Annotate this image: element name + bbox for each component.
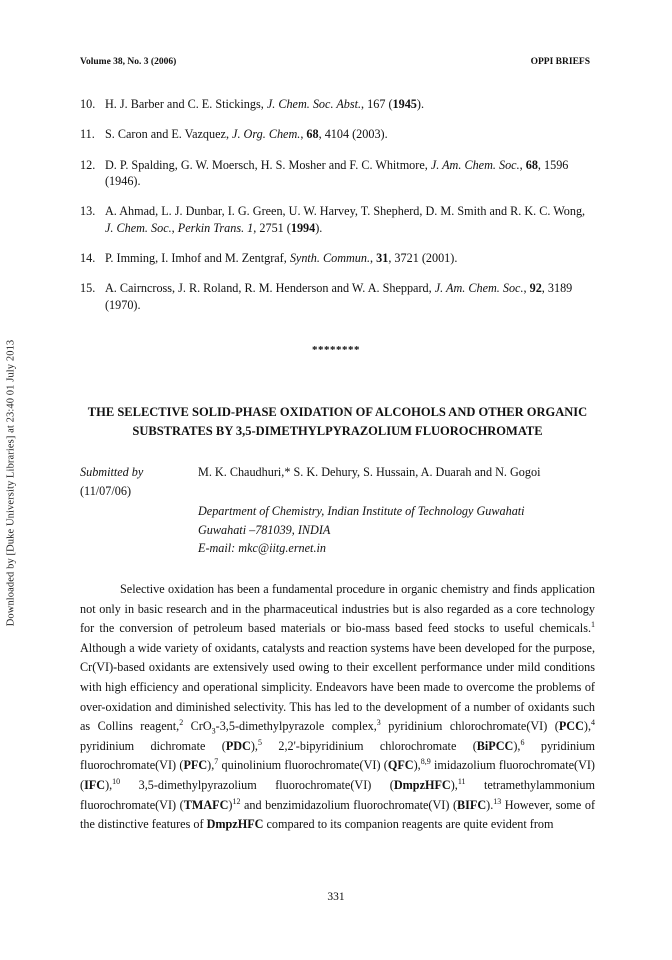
- author-list: M. K. Chaudhuri,* S. K. Dehury, S. Hussain, A. Duarah and N. Gogoi: [198, 465, 541, 479]
- text-run: ): [228, 797, 233, 812]
- text-run: 6: [520, 737, 525, 747]
- submitted-label: Submitted by: [80, 465, 144, 479]
- text-run: BiPCC: [476, 738, 514, 753]
- running-header: [80, 57, 590, 71]
- text-run: J. Org. Chem.: [232, 127, 301, 142]
- text-run: tetramethylammonium fluorochromate(VI) (: [80, 777, 596, 812]
- reference-item: [80, 96, 595, 113]
- reference-item: [80, 157, 595, 190]
- text-run: ),: [413, 758, 421, 773]
- text-run: However, some of the distinctive features of: [80, 797, 596, 832]
- reference-item: [80, 250, 595, 267]
- text-run: 3: [376, 718, 381, 728]
- article-title: THE SELECTIVE SOLID-PHASE OXIDATION OF ALCOHOLS AND OTHER ORGANIC SUBSTRATES BY 3,5-DIMETHYLPYRAZOLIUM FLUOROCHROMATE: [87, 405, 588, 438]
- affiliation-department: Department of Chemistry, Indian Institute of Technology Guwahati: [198, 504, 525, 518]
- reference-number: 10.: [80, 97, 96, 111]
- text-run: ,: [370, 251, 377, 266]
- affiliation: [198, 502, 598, 558]
- text-run: ),: [450, 777, 458, 792]
- text-run: ),: [513, 738, 521, 753]
- text-run: 12: [232, 796, 241, 806]
- text-run: pyridinium chlorochromate(VI) (: [380, 719, 559, 734]
- text-run: ),: [105, 777, 113, 792]
- text-run: and benzimidazolium fluorochromate(VI) (: [240, 797, 458, 812]
- header-volume: Volume 38, No. 3 (2006): [80, 57, 177, 67]
- text-run: 31: [376, 251, 389, 266]
- text-run: J. Chem. Soc., Perkin Trans. 1: [105, 220, 254, 235]
- text-run: 3,5-dimethylpyrazolium fluorochromate(VI) (: [120, 777, 394, 792]
- text-run: 92: [529, 281, 542, 296]
- text-run: 11: [457, 776, 466, 786]
- text-run: 2: [179, 718, 184, 728]
- reference-number: 14.: [80, 251, 96, 266]
- text-run: CrO: [183, 719, 212, 734]
- text-run: Although a wide variety of oxidants, catalysts and reaction systems have been developed for the purpose, Cr(VI)-based oxidants are extensively used owing to their excellent performance under mild conditions with high efficiency and operational simplicity. Endeavors have been made to overcome the problems of over-oxidation and diminished selectivity. This has led to the development of a number of oxidants such as Collins reagent,: [80, 640, 595, 734]
- text-run: Synth. Commun.: [289, 251, 371, 266]
- text-run: A. Ahmad, L. J. Dunbar, I. G. Green, U. W. Harvey, T. Shepherd, D. M. Smith and R. K. C. Wong,: [105, 204, 586, 219]
- text-run: 8,9: [420, 757, 431, 767]
- text-run: ,: [300, 127, 307, 142]
- text-run: ,: [523, 281, 530, 296]
- text-run: imidazolium fluorochromate(VI) (: [80, 758, 595, 792]
- text-run: H. J. Barber and C. E. Stickings,: [105, 97, 267, 111]
- text-run: IFC: [84, 777, 106, 792]
- header-section: OPPI BRIEFS: [530, 57, 590, 67]
- text-run: ),: [583, 719, 591, 734]
- text-run: 1994: [290, 220, 316, 235]
- text-run: 7: [214, 757, 219, 767]
- text-run: ).: [416, 97, 424, 111]
- text-run: A. Cairncross, J. R. Roland, R. M. Henderson and W. A. Sheppard,: [105, 281, 435, 296]
- text-run: ),: [207, 758, 215, 773]
- reference-item: [80, 126, 595, 143]
- text-run: 68: [525, 157, 538, 172]
- text-run: pyridinium fluorochromate(VI) (: [80, 738, 596, 773]
- text-run: 3: [211, 726, 216, 736]
- text-run: , 3721 (2001).: [388, 251, 458, 266]
- section-separator: ********: [312, 344, 360, 356]
- text-run: S. Caron and E. Vazquez,: [105, 127, 233, 142]
- text-run: P. Imming, I. Imhof and M. Zentgraf,: [105, 251, 290, 266]
- text-run: D. P. Spalding, G. W. Moersch, H. S. Mosher and F. C. Whitmore,: [105, 157, 431, 172]
- page-number: 331: [327, 891, 345, 903]
- text-run: 1945: [392, 97, 417, 111]
- text-run: ,: [519, 157, 526, 172]
- text-run: DmpzHFC: [206, 817, 264, 832]
- text-run: Selective oxidation has been a fundamental procedure in organic chemistry and finds application not only in basic research and in the pharmaceutical industries but is also regarded as a core technology for the conversion of petroleum based materials or bio-mass based feed stocks to useful chemicals.: [80, 582, 595, 636]
- text-run: J. Chem. Soc. Abst.: [266, 97, 362, 111]
- watermark-text: Downloaded by [Duke University Libraries] at 23:40 01 July 2013: [5, 339, 17, 626]
- text-run: -3,5-dimethylpyrazole complex,: [215, 719, 377, 734]
- reference-item: [80, 203, 595, 236]
- text-run: ),: [250, 738, 258, 753]
- text-run: 68: [306, 127, 319, 142]
- text-run: J. Am. Chem. Soc.: [430, 157, 520, 172]
- text-run: , 2751 (: [253, 220, 291, 235]
- text-run: QFC: [387, 758, 414, 773]
- submitted-date: (11/07/06): [80, 484, 131, 498]
- text-run: , 3189 (1970).: [105, 281, 573, 312]
- text-run: PFC: [183, 758, 208, 773]
- text-run: 1: [591, 620, 595, 630]
- text-run: quinolinium fluorochromate(VI) (: [218, 758, 388, 773]
- reference-list: [80, 96, 595, 327]
- body-paragraph: [80, 580, 595, 835]
- text-run: , 1596 (1946).: [105, 157, 569, 189]
- text-run: ).: [315, 220, 323, 235]
- text-run: compared to its companion reagents are quite evident from: [263, 817, 554, 832]
- reference-item: [80, 280, 595, 313]
- reference-number: 12.: [80, 157, 96, 172]
- text-run: 5: [257, 737, 262, 747]
- reference-number: 15.: [80, 281, 96, 296]
- text-run: 4: [591, 718, 595, 728]
- text-run: DmpzHFC: [393, 777, 451, 792]
- author-email: E-mail: mkc@iitg.ernet.in: [198, 541, 326, 555]
- text-run: TMAFC: [183, 797, 229, 812]
- text-run: PDC: [225, 738, 251, 753]
- text-run: 13: [493, 796, 502, 806]
- text-run: BIFC: [457, 797, 487, 812]
- reference-number: 11.: [80, 127, 95, 142]
- affiliation-city: Guwahati –781039, INDIA: [198, 522, 331, 537]
- text-run: pyridinium dichromate (: [80, 738, 226, 753]
- text-run: , 167 (: [361, 97, 393, 111]
- text-run: J. Am. Chem. Soc.: [434, 281, 524, 296]
- reference-number: 13.: [80, 204, 96, 219]
- text-run: 2,2'-bipyridinium chlorochromate (: [261, 738, 477, 753]
- text-run: PCC: [558, 719, 584, 734]
- text-run: 10: [112, 776, 121, 786]
- text-run: , 4104 (2003).: [318, 127, 388, 142]
- text-run: ).: [486, 797, 494, 812]
